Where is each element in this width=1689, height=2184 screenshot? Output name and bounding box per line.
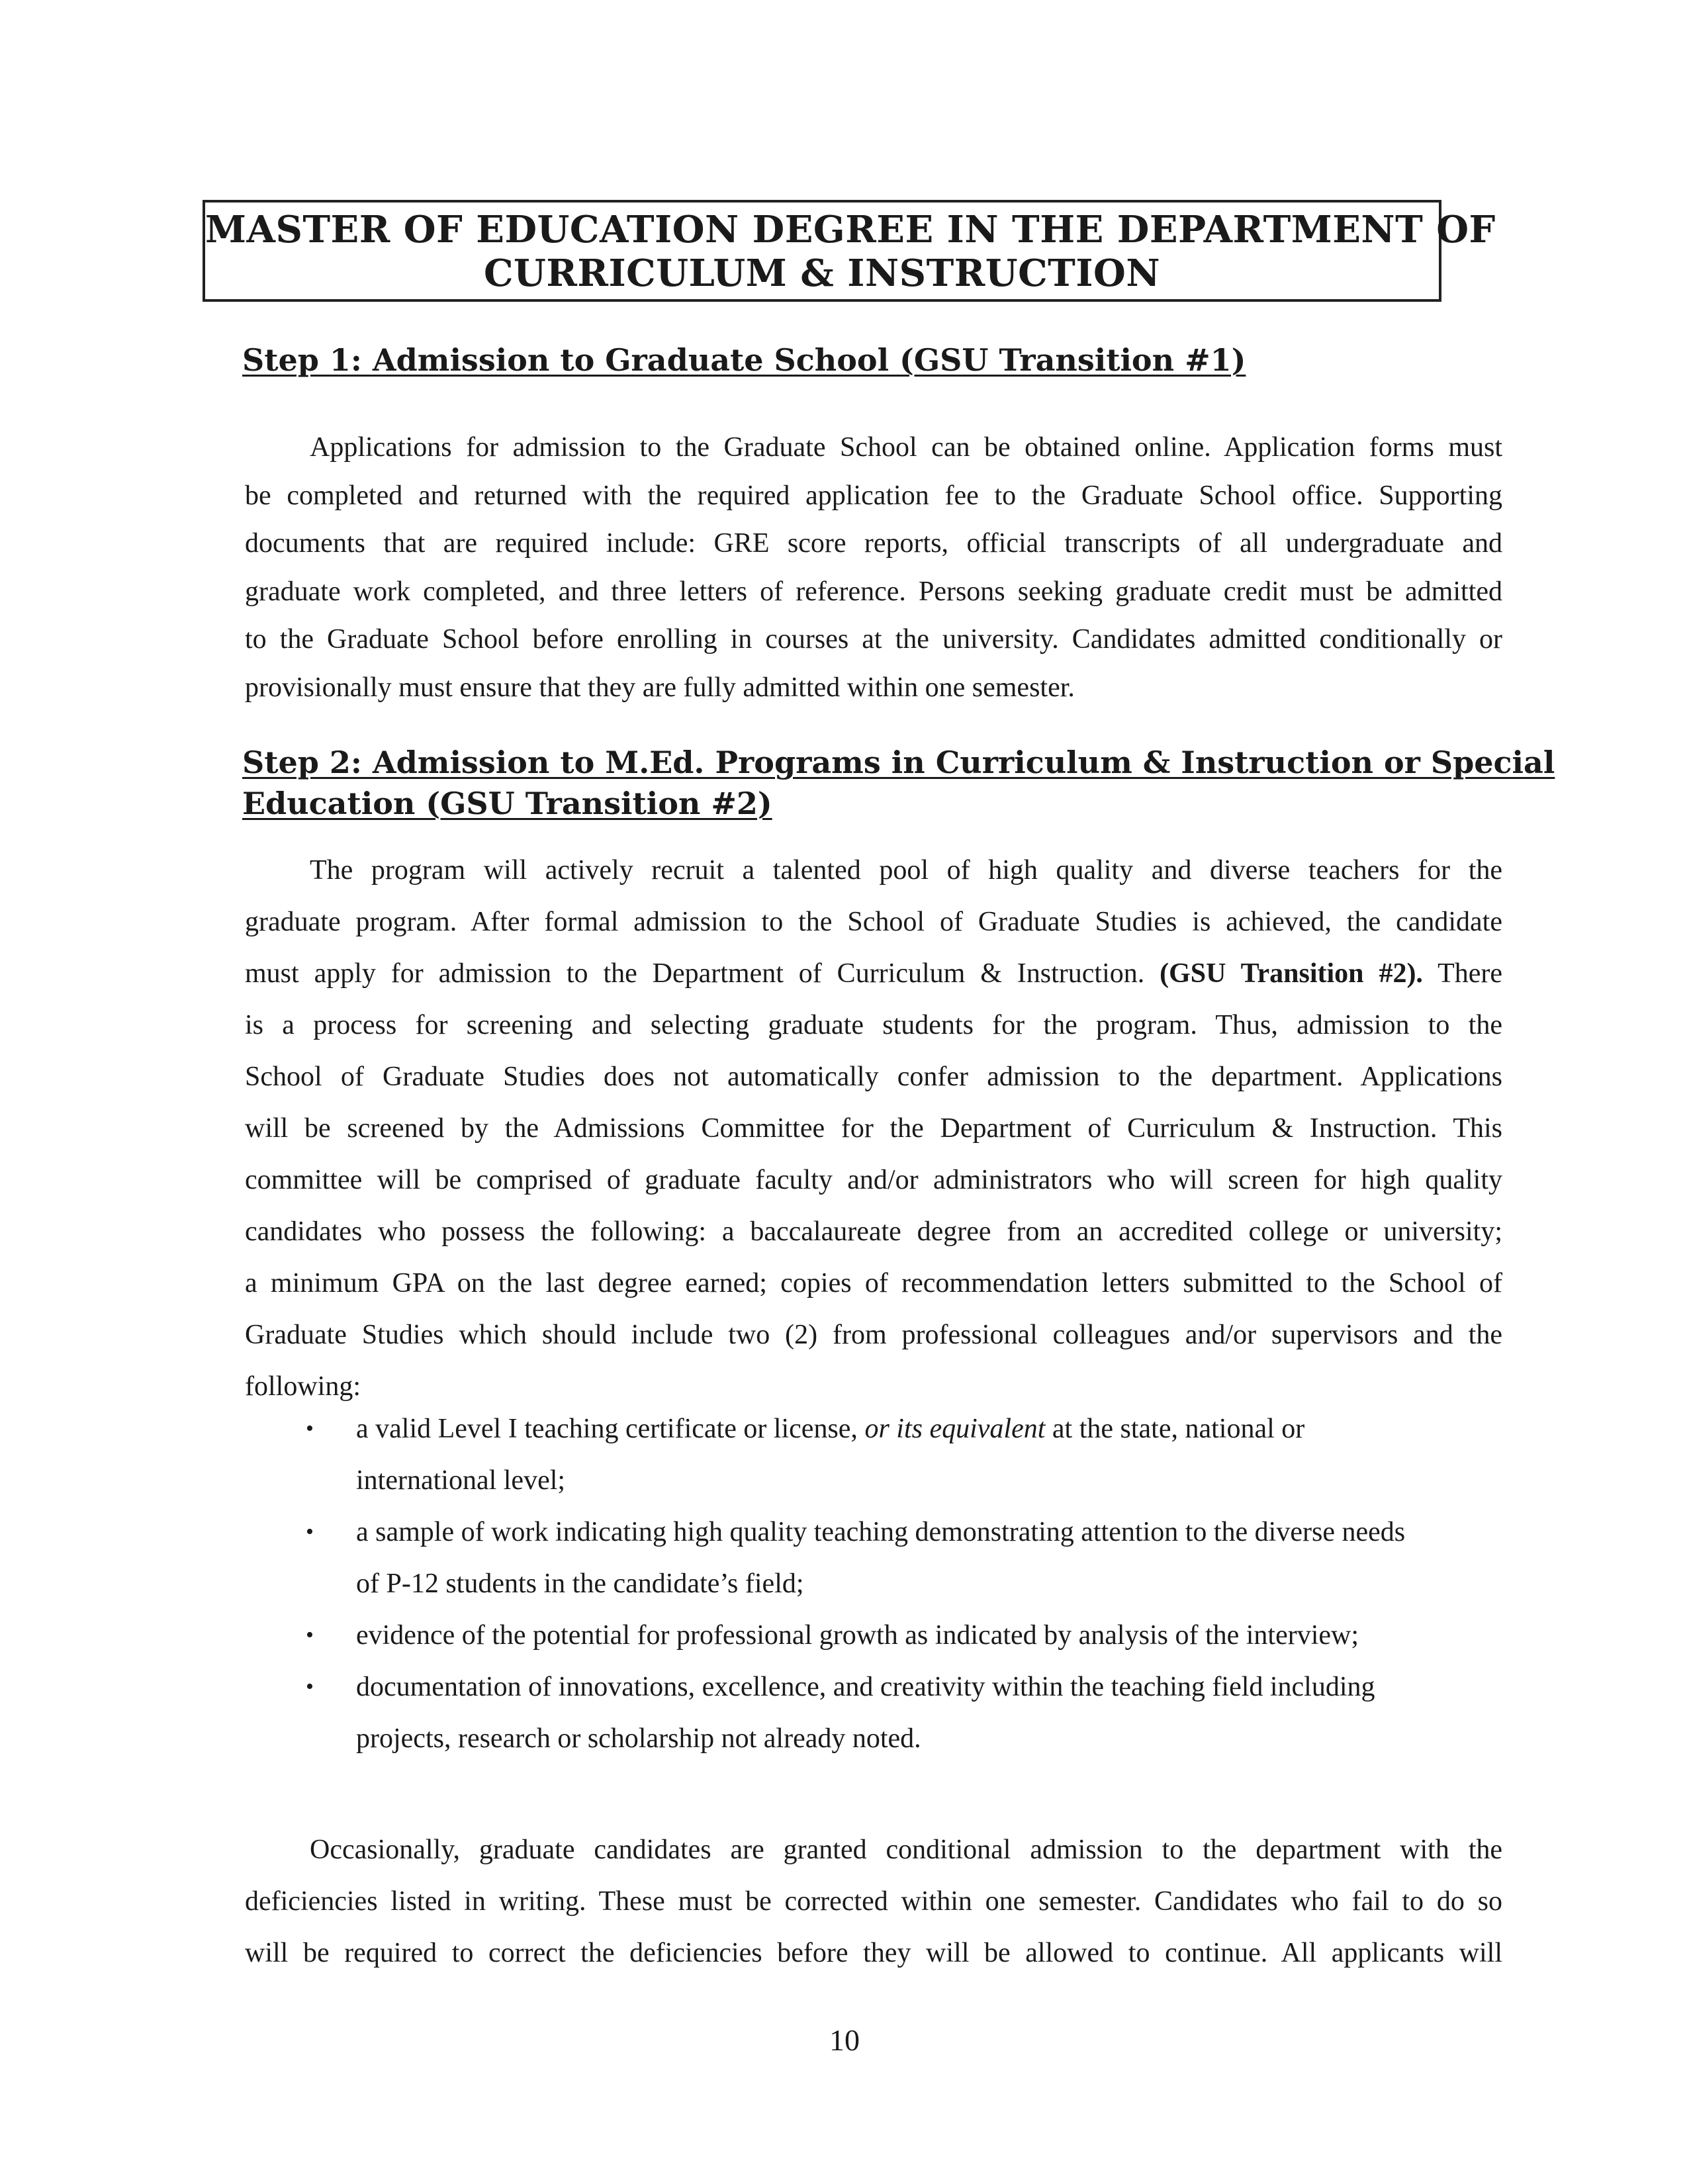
- bullet-icon: •: [306, 1674, 314, 1699]
- step2-line: The program will actively recruit a talented pool of high quality and diverse teachers for the: [310, 855, 1502, 886]
- step1-line: documents that are required include: GRE score reports, official transcripts of all undergraduate and: [245, 528, 1502, 559]
- step2-heading-line-1: Step 2: Admission to M.Ed. Programs in Curriculum & Instruction or Special: [242, 745, 1555, 780]
- step2-line-with-bold: [245, 948, 1502, 999]
- list-item: [306, 1661, 1471, 1764]
- list-item-line: of P-12 students in the candidate’s field;: [356, 1569, 804, 1599]
- step1-line: graduate work completed, and three letters of reference. Persons seeking graduate credit must be admitted: [245, 576, 1502, 607]
- step2-line: committee will be comprised of graduate faculty and/or administrators who will screen for high quality: [245, 1165, 1502, 1195]
- step2-line: following:: [245, 1371, 361, 1402]
- step2-line: a minimum GPA on the last degree earned; copies of recommendation letters submitted to the School of: [245, 1268, 1502, 1298]
- step1-line: provisionally must ensure that they are fully admitted within one semester.: [245, 672, 1075, 703]
- closing-line: will be required to correct the deficiencies before they will be allowed to continue. All applicants will: [245, 1938, 1502, 1968]
- list-item-text: a valid Level I teaching certificate or license,: [356, 1414, 865, 1444]
- list-item-line: evidence of the potential for professional growth as indicated by analysis of the interview;: [356, 1620, 1359, 1651]
- list-item-line: projects, research or scholarship not already noted.: [356, 1723, 921, 1754]
- closing-line: Occasionally, graduate candidates are granted conditional admission to the department with the: [310, 1835, 1502, 1865]
- closing-paragraph: [245, 1824, 1502, 1979]
- gsu-transition-2-bold: (GSU Transition #2).: [1160, 958, 1423, 989]
- step2-line: School of Graduate Studies does not automatically confer admission to the department. Applications: [245, 1062, 1502, 1092]
- list-item-line: [356, 1403, 1471, 1455]
- list-item: [306, 1610, 1471, 1661]
- step1-line: Applications for admission to the Graduate School can be obtained online. Application forms must: [310, 432, 1502, 463]
- bullet-icon: •: [306, 1416, 314, 1441]
- list-item-line: international level;: [356, 1465, 566, 1496]
- step1-heading: Step 1: Admission to Graduate School (GSU Transition #1): [242, 342, 1246, 378]
- step2-line: Graduate Studies which should include two (2) from professional colleagues and/or supervisors and the: [245, 1320, 1502, 1350]
- requirements-list: [306, 1403, 1471, 1764]
- step2-line3-pre: must apply for admission to the Department of Curriculum & Instruction.: [245, 958, 1160, 989]
- bullet-icon: •: [306, 1520, 314, 1544]
- step2-line: is a process for screening and selecting graduate students for the program. Thus, admission to the: [245, 1010, 1502, 1040]
- step2-line: will be screened by the Admissions Committee for the Department of Curriculum & Instruction. This: [245, 1113, 1502, 1144]
- title-box: [203, 200, 1496, 302]
- list-item: [306, 1403, 1471, 1506]
- closing-line: deficiencies listed in writing. These must be corrected within one semester. Candidates who fail to do so: [245, 1886, 1502, 1917]
- page-title-line-2: CURRICULUM & INSTRUCTION: [483, 251, 1161, 295]
- step1-line: to the Graduate School before enrolling in courses at the university. Candidates admitted conditionally or: [245, 624, 1502, 655]
- list-item-line: a sample of work indicating high quality teaching demonstrating attention to the diverse needs: [356, 1517, 1406, 1547]
- step2-line3-post: There: [1422, 958, 1502, 989]
- step1-line: be completed and returned with the required application fee to the Graduate School office. Supporting: [245, 480, 1502, 511]
- step2-paragraph: [245, 844, 1502, 1412]
- list-item: [306, 1506, 1471, 1610]
- list-item-line: documentation of innovations, excellence, and creativity within the teaching field including: [356, 1672, 1375, 1702]
- step2-heading-line-2: Education (GSU Transition #2): [242, 786, 772, 821]
- page-title-line-1: MASTER OF EDUCATION DEGREE IN THE DEPARTMENT OF: [205, 208, 1496, 251]
- bullet-icon: •: [306, 1623, 314, 1647]
- step2-line: candidates who possess the following: a baccalaureate degree from an accredited college or university;: [245, 1216, 1502, 1247]
- step1-paragraph: [245, 424, 1502, 712]
- step2-line: graduate program. After formal admission to the School of Graduate Studies is achieved, the candidate: [245, 907, 1502, 937]
- list-item-italic: or its equivalent: [864, 1414, 1046, 1444]
- page-number: 10: [829, 2023, 860, 2057]
- list-item-text: at the state, national or: [1045, 1414, 1305, 1444]
